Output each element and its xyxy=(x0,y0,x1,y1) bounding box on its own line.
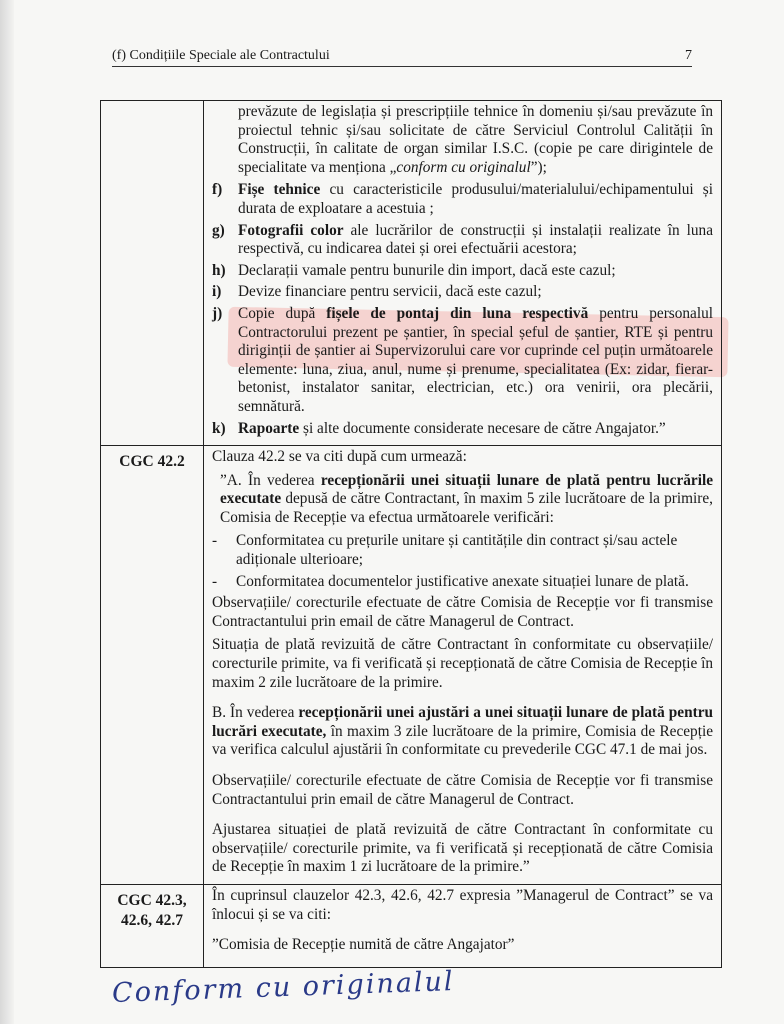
dash-item-text: Conformitatea cu prețurile unitare și cantitățile din contract și/sau actele adiționale ulterioare; xyxy=(236,532,678,569)
clause-code: CGC 42.2 xyxy=(119,453,185,471)
table-row xyxy=(101,101,722,446)
clause-code-line: 42.6, 42.7 xyxy=(121,911,183,929)
list-item-text: Devize financiare pentru servicii, dacă este cazul; xyxy=(238,283,542,301)
clause-code-line: CGC 42.3, xyxy=(117,891,187,909)
section-b-pre: B. În vederea xyxy=(212,704,299,722)
section-a-bold: recepționării unei situații lunare de plată pentru lucrările executate xyxy=(220,471,713,508)
list-item-text: Declarații vamale pentru bunurile din import, dacă este cazul; xyxy=(238,261,616,279)
list-item-letter: h) xyxy=(212,261,226,279)
page-header xyxy=(112,48,692,67)
clause-content-cell xyxy=(204,884,722,967)
header-title: (f) Condițiile Speciale ale Contractului xyxy=(112,48,330,63)
paragraph: În cuprinsul clauzelor 42.3, 42.6, 42.7 expresia ”Managerul de Contract” se va înlocui și se va citi: xyxy=(212,886,713,923)
continued-text-italic: conform cu originalul xyxy=(396,158,531,176)
handwritten-signature: Conform cu originalul xyxy=(111,966,456,1009)
list-item xyxy=(212,222,713,259)
list-item-bold: Rapoarte xyxy=(238,419,300,437)
list-item xyxy=(212,420,713,439)
page-number: 7 xyxy=(685,48,692,63)
clause-content-cell xyxy=(204,446,722,885)
section-a-pre: ”A. În vederea xyxy=(220,471,321,489)
list-item-pre: Copie după xyxy=(238,304,327,322)
list-item-letter: f) xyxy=(212,181,223,199)
dash-symbol: - xyxy=(212,532,218,550)
conditions-table xyxy=(100,100,722,968)
clause-code-cell xyxy=(101,446,204,885)
table-row xyxy=(101,446,722,885)
list-item xyxy=(212,283,713,302)
paragraph: Observațiile/ corecturile efectuate de către Comisia de Recepție vor fi transmise Contractantului prin email de către Managerul de Contract. xyxy=(212,772,713,808)
list-item-text xyxy=(238,305,713,417)
continued-text-end: ”); xyxy=(530,158,547,176)
list-item-body: și alte documente considerate necesare de către Angajator.” xyxy=(299,419,666,437)
clause-intro: Clauza 42.2 se va citi după cum urmează: xyxy=(212,448,467,466)
dash-item-text: Conformitatea documentelor justificative anexate situației lunare de plată. xyxy=(236,572,689,590)
list-item-bold: fișele de pontaj din luna respectivă xyxy=(326,304,589,322)
clause-content-cell xyxy=(204,101,722,446)
list-item-text xyxy=(238,181,713,218)
paragraph: Situația de plată revizuită de către Contractant în conformitate cu observațiile/ corecturile primite, va fi verificată și recepționată de către Comisia de Recepție în maxim 2 zile lucrătoare de la primire. xyxy=(212,636,713,691)
list-item-letter: k) xyxy=(212,419,226,437)
list-item-text xyxy=(238,420,713,439)
list-item-bold: Fișe tehnice xyxy=(238,181,321,199)
section-a-post: depusă de către Contractant, în maxim 5 zile lucrătoare de la primire, Comisia de Recepție va efectua următoarele verificări: xyxy=(220,490,713,526)
list-item-letter: j) xyxy=(212,304,223,322)
table-row xyxy=(101,884,722,967)
paragraph: ”Comisia de Recepție numită de către Angajator” xyxy=(212,936,515,954)
dash-symbol: - xyxy=(212,572,218,590)
list-item xyxy=(212,262,713,281)
list-item xyxy=(212,181,713,218)
clause-code-cell xyxy=(101,884,204,967)
list-item-body: ale lucrărilor de construcții și instalații realizate în luna respectivă, cu indicarea datei și orei efectuării acestora; xyxy=(238,221,713,258)
clause-code-cell xyxy=(101,101,204,446)
continued-text xyxy=(212,103,713,177)
list-item-highlighted xyxy=(212,305,713,417)
paragraph: Observațiile/ corecturile efectuate de către Comisia de Recepție vor fi transmise Contractantului prin email de către Managerul de Contract. xyxy=(212,594,713,630)
dash-item xyxy=(212,532,713,569)
list-item-text xyxy=(238,222,713,259)
section-b-bold: recepționării unei ajustări a unei situații lunare de plată pentru lucrări executate, xyxy=(212,704,713,740)
list-item-bold: Fotografii color xyxy=(238,221,344,239)
list-item-body: pentru personalul Contractorului prezent pe șantier, în special șeful de șantier, RTE și pentru diriginții de șantier ai Supervizorului care vor cuprinde cel puțin următoarele elemente: luna, ziua, anul, nume și prenume, specialitatea (Ex: zidar, fierar-betonist, instalator sanitar, electrician, etc.) ora venirii, ora plecării, semnătură. xyxy=(238,304,713,415)
section-a xyxy=(212,472,713,528)
continued-text-body: prevăzute de legislația și prescripțiile tehnice în domeniu și/sau prevăzute în proiectul tehnic și/sau solicitate de către Serviciul Controlul Calității în Construcții, în calitate de organ similar I.S.C. (copie pe care dirigintele de specialitate va menționa „ xyxy=(238,103,713,176)
list-item-letter: i) xyxy=(212,283,222,301)
page-edge-shadow xyxy=(0,0,14,1024)
section-b-post: în maxim 3 zile lucrătoare de la primire, Comisia de Recepție va verifica calculul ajustării în conformitate cu prevederile CGC 47.1 de mai jos. xyxy=(212,722,713,759)
list-item-letter: g) xyxy=(212,221,225,239)
paragraph: Ajustarea situației de plată revizuită de către Contractant în conformitate cu observațiile/ corecturile primite, va fi verificată și recepționată de către Comisia de Recepție în maxim 1 zi lucrătoare de la primire.” xyxy=(212,821,713,876)
list-item-body: cu caracteristicile produsului/materialului/echipamentului și durata de exploatare a acestuia ; xyxy=(238,181,714,217)
section-b xyxy=(212,704,713,760)
dash-item xyxy=(212,573,713,592)
